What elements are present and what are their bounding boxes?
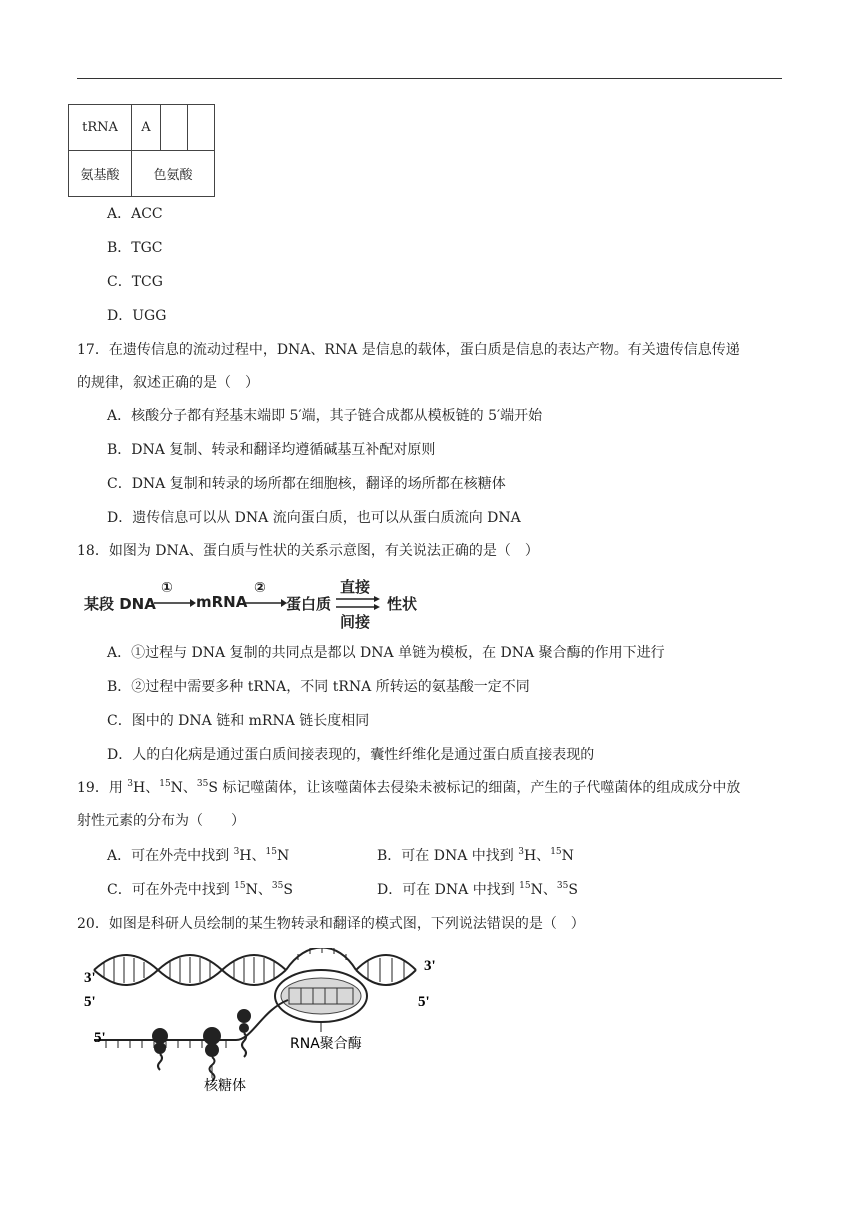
arrow-icon (245, 599, 287, 607)
option-text: C．可在外壳中找到 (107, 882, 235, 898)
q19-option-b (377, 846, 574, 866)
superscript: 35 (271, 881, 284, 891)
q20-stem: 20．如图是科研人员绘制的某生物转录和翻译的模式图，下列说法错误的是（ ） (77, 916, 585, 932)
ribosome-shapes (152, 1009, 251, 1057)
q17-option-c: C．DNA 复制和转录的场所都在细胞核，翻译的场所都在核糖体 (107, 476, 506, 492)
dna-strand (356, 970, 416, 985)
option-text: S (568, 882, 578, 898)
q19-option-a (107, 846, 289, 866)
q16-option-c: C．TCG (107, 274, 163, 290)
superscript: 15 (519, 881, 531, 891)
q19-stem-text: 19．用 (77, 780, 128, 796)
flow-protein: 蛋白质 (286, 595, 332, 613)
superscript: 15 (159, 779, 171, 789)
q18-option-a: A．①过程与 DNA 复制的共同点是都以 DNA 单链为模板，在 DNA 聚合酶的作用下进行 (107, 645, 665, 661)
flow-direct: 直接 (340, 578, 371, 596)
mrna-strand (94, 1000, 288, 1040)
trna-table (68, 104, 215, 197)
q17-stem-line2: 的规律，叙述正确的是（ ） (77, 375, 259, 391)
table-cell-empty (188, 105, 215, 151)
q19-stem-text: S 标记噬菌体，让该噬菌体去侵染未被标记的细菌，产生的子代噬菌体的组成成分中放 (208, 780, 741, 796)
option-text: D．可在 DNA 中找到 (377, 882, 520, 898)
q19-stem-line2: 射性元素的分布为（ ） (77, 813, 245, 829)
q19-option-c (107, 880, 293, 900)
label-3prime-left: 3' (84, 970, 96, 986)
option-text: H、 (239, 848, 266, 864)
flow-step1: ① (161, 580, 173, 596)
q17-option-b: B．DNA 复制、转录和翻译均遵循碱基互补配对原则 (107, 442, 436, 458)
flow-dna: 某段 DNA (84, 595, 156, 613)
arrow-icon (154, 599, 196, 607)
dna-protein-trait-flow (84, 576, 424, 632)
label-rna-polymerase: RNA聚合酶 (290, 1036, 362, 1052)
q18-option-c: C．图中的 DNA 链和 mRNA 链长度相同 (107, 713, 370, 729)
q16-option-b: B．TGC (107, 240, 163, 256)
label-ribosome: 核糖体 (204, 1078, 246, 1094)
flow-step2: ② (254, 580, 266, 596)
superscript: 35 (196, 779, 209, 789)
superscript: 3 (233, 847, 240, 857)
open-strand-ticks (298, 948, 346, 960)
table-cell-trna: tRNA (69, 105, 132, 151)
q17-option-d: D．遗传信息可以从 DNA 流向蛋白质，也可以从蛋白质流向 DNA (107, 510, 521, 526)
superscript: 3 (127, 779, 133, 789)
flow-indirect: 间接 (340, 613, 371, 631)
header-rule (77, 78, 782, 79)
option-text: A．可在外壳中找到 (107, 848, 234, 864)
flow-mrna: mRNA (196, 593, 248, 611)
option-text: N (561, 848, 574, 864)
option-text: B．可在 DNA 中找到 (377, 848, 519, 864)
q18-option-b: B．②过程中需要多种 tRNA，不同 tRNA 所转运的氨基酸一定不同 (107, 679, 530, 695)
q16-option-d: D．UGG (107, 308, 167, 324)
option-text: H、 (523, 848, 551, 864)
option-text: S (283, 882, 293, 898)
double-arrow-icon (336, 596, 380, 610)
superscript: 15 (550, 847, 562, 857)
q17-stem-line1: 17．在遗传信息的流动过程中，DNA、RNA 是信息的载体，蛋白质是信息的表达产物。有关遗传信息传递 (77, 342, 740, 358)
superscript: 3 (518, 847, 524, 857)
q16-option-a: A．ACC (107, 206, 163, 222)
transcription-translation-diagram (76, 948, 456, 1098)
superscript: 15 (234, 881, 246, 891)
q19-stem-text: N、 (170, 780, 197, 796)
superscript: 15 (265, 847, 277, 857)
base-pairs (104, 957, 404, 983)
flow-trait: 性状 (387, 595, 418, 613)
q19-stem-text: H、 (133, 780, 160, 796)
table-cell-tryptophan: 色氨酸 (132, 151, 215, 197)
label-3prime-right: 3' (424, 958, 436, 974)
table-cell-base-a: A (132, 105, 161, 151)
option-text: N、 (245, 882, 272, 898)
table-cell-amino-acid-label: 氨基酸 (69, 151, 132, 197)
q19-stem-line1 (77, 778, 740, 798)
label-5prime-right: 5' (418, 994, 430, 1010)
dna-strand (356, 955, 416, 970)
q17-option-a: A．核酸分子都有羟基末端即 5′端，其子链合成都从模板链的 5′端开始 (107, 408, 543, 424)
q18-stem: 18．如图为 DNA、蛋白质与性状的关系示意图，有关说法正确的是（ ） (77, 543, 539, 559)
q19-option-d (377, 880, 578, 900)
label-5prime-left: 5' (84, 994, 96, 1010)
option-text: N (276, 848, 290, 864)
option-text: N、 (530, 882, 557, 898)
label-5prime-mrna: 5' (94, 1030, 106, 1046)
table-cell-empty (161, 105, 188, 151)
rna-polymerase-inner (281, 978, 361, 1014)
superscript: 35 (556, 881, 569, 891)
q18-option-d: D．人的白化病是通过蛋白质间接表现的，囊性纤维化是通过蛋白质直接表现的 (107, 747, 595, 763)
